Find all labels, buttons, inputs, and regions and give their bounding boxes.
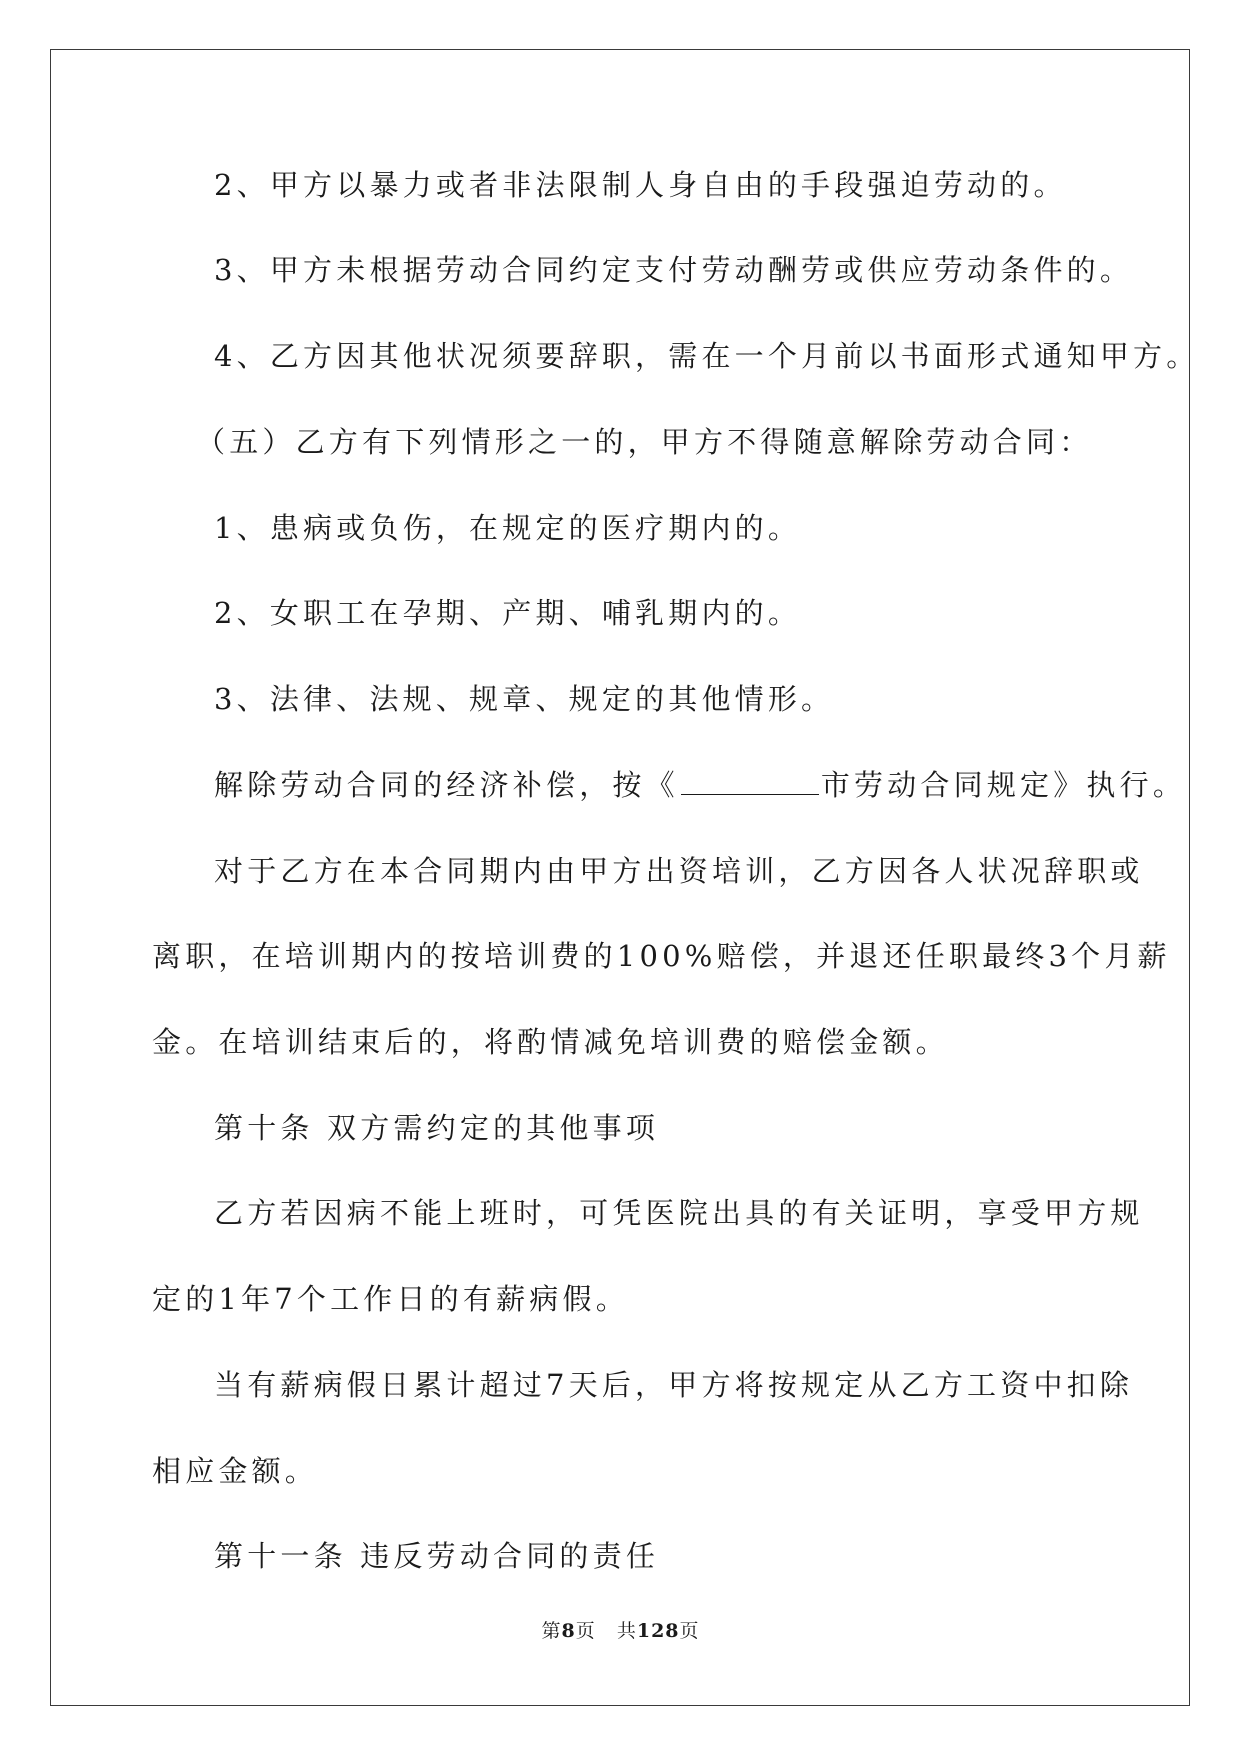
- deduction-paragraph-line: 相应金额。: [152, 1454, 319, 1488]
- total-pages: 128: [636, 1620, 680, 1642]
- page-number: 8: [561, 1620, 576, 1642]
- city-blank-line: [681, 770, 819, 795]
- clause-line: 4、乙方因其他状况须要辞职，需在一个月前以书面形式通知甲方。: [214, 339, 1200, 373]
- compensation-text-before: 解除劳动合同的经济补偿，按《: [214, 768, 679, 802]
- page-prefix: 第: [541, 1620, 562, 1642]
- clause-line: 1、患病或负伤，在规定的医疗期内的。: [214, 511, 802, 545]
- clause-line: 2、女职工在孕期、产期、哺乳期内的。: [214, 596, 802, 630]
- compensation-text-after: 市劳动合同规定》执行。: [820, 768, 1187, 802]
- clause-line: 3、法律、法规、规章、规定的其他情形。: [214, 682, 835, 716]
- compensation-paragraph: [214, 765, 1186, 805]
- training-paragraph-line: 离职，在培训期内的按培训费的100%赔偿，并退还任职最终3个月薪: [152, 939, 1171, 973]
- clause-line: 2、甲方以暴力或者非法限制人身自由的手段强迫劳动的。: [214, 168, 1067, 202]
- sick-leave-paragraph-line: 乙方若因病不能上班时，可凭医院出具的有关证明，享受甲方规: [214, 1196, 1144, 1230]
- article-heading: 第十条 双方需约定的其他事项: [214, 1111, 660, 1145]
- section-heading: （五）乙方有下列情形之一的，甲方不得随意解除劳动合同：: [196, 425, 1093, 459]
- total-prefix: 共: [616, 1620, 637, 1642]
- clause-line: 3、甲方未根据劳动合同约定支付劳动酬劳或供应劳动条件的。: [214, 253, 1134, 287]
- deduction-paragraph-line: 当有薪病假日累计超过7天后，甲方将按规定从乙方工资中扣除: [214, 1368, 1134, 1402]
- page-footer: [0, 1616, 1241, 1643]
- article-heading: 第十一条 违反劳动合同的责任: [214, 1539, 660, 1573]
- sick-leave-paragraph-line: 定的1年7个工作日的有薪病假。: [152, 1282, 629, 1316]
- training-paragraph-line: 金。在培训结束后的，将酌情减免培训费的赔偿金额。: [152, 1025, 949, 1059]
- page-suffix: 页: [575, 1620, 596, 1642]
- total-suffix: 页: [679, 1620, 700, 1642]
- training-paragraph-line: 对于乙方在本合同期内由甲方出资培训，乙方因各人状况辞职或: [214, 854, 1144, 888]
